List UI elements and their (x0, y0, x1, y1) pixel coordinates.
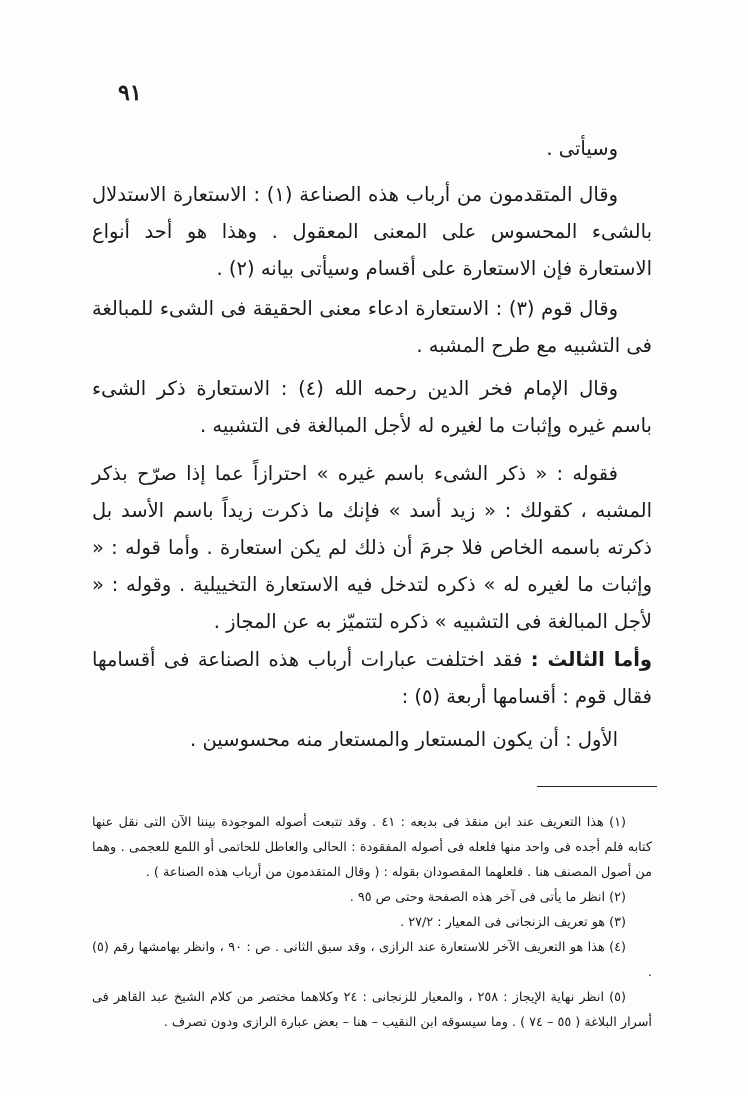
footnotes (92, 810, 652, 1035)
paragraph-qawm-definition (92, 290, 652, 364)
page-number: ٩١ (118, 80, 142, 106)
footnote-separator (537, 786, 657, 787)
paragraph-text: أن يكون المستعار والمستعار منه محسوسين . (190, 728, 559, 751)
paragraph-first-category (92, 721, 652, 758)
paragraph-early-definition (92, 176, 652, 287)
paragraph-text: وقال الإمام فخر الدين رحمه الله (٤) : الاستعارة ذكر الشىء باسم غيره وإثبات ما لغيره له لأجل المبالغة فى التشبيه . (92, 377, 652, 437)
paragraph-text: فقوله : « ذكر الشىء باسم غيره » احترازاً عما إذا صرّح بذكر المشبه ، كقولك : « زيد أسد » فإنك ما ذكرت زيداً باسم الأسد بل ذكرته باسمه الخاص فلا جرمَ أن ذلك لم يكن استعارة . وأما قوله : « وإثبات ما لغيره له » ذكره لتدخل فيه الاستعارة التخييلية . وقوله : « لأجل المبالغة فى التشبيه » ذكره لتتميّز به عن المجاز . (92, 462, 652, 633)
footnote-item: (١) هذا التعريف عند ابن منقذ فى بديعه : ٤١ . وقد تتبعت أصوله الموجودة بيننا الآن التى نقل عنها كتابه فلم أجده فى واحد منها فلعله فى أصوله المفقودة : الحالى والعاطل للحاتمى أو اللمع للعجمى . وهما من أصول المصنف هنا . فلعلهما المقصودان بقوله : ( وقال المتقدمون من أرباب هذه الصناعة ) . (92, 815, 652, 880)
paragraph-razi-definition (92, 370, 652, 444)
footnote-item: (٥) انظر نهاية الإيجاز : ٢٥٨ ، والمعيار للزنجانى : ٢٤ وكلاهما مختصر من كلام الشيخ عبد القاهر فى أسرار البلاغة ( ٥٥ – ٧٤ ) . وما سيسوقه ابن النقيب – هنا – بعض عبارة الرازى ودون تصرف . (92, 990, 652, 1030)
paragraph-continuation (92, 130, 652, 167)
paragraph-text: وقال قوم (٣) : الاستعارة ادعاء معنى الحقيقة فى الشىء للمبالغة فى التشبيه مع طرح المشبه . (92, 297, 652, 357)
paragraph-text: وقال المتقدمون من أرباب هذه الصناعة (١) : الاستعارة الاستدلال بالشىء المحسوس على المعنى المعقول . وهذا هو أحد أنواع الاستعارة فإن الاستعارة على أقسام وسيأتى بيانه (٢) . (92, 183, 652, 280)
category-heading: الأول : (565, 728, 618, 751)
section-heading: وأما الثالث : (530, 648, 652, 671)
paragraph-explanation (92, 455, 652, 640)
footnote-item: (٢) انظر ما يأتى فى آخر هذه الصفحة وحتى ص ٩٥ . (349, 890, 626, 905)
footnote-item: (٤) هذا هو التعريف الآخر للاستعارة عند الرازى ، وقد سبق الثانى . ص : ٩٠ ، وانظر بهامشها رقم (٥) . (92, 940, 652, 980)
paragraph-third-section (92, 641, 652, 715)
paragraph-text: وسيأتى . (546, 137, 618, 160)
footnote-item: (٣) هو تعريف الزنجانى فى المعيار : ٢٧/٢ . (400, 915, 626, 930)
paragraph-text: فقد اختلفت عبارات أرباب هذه الصناعة فى أقسامها فقال قوم : أقسامها أربعة (٥) : (92, 648, 652, 708)
